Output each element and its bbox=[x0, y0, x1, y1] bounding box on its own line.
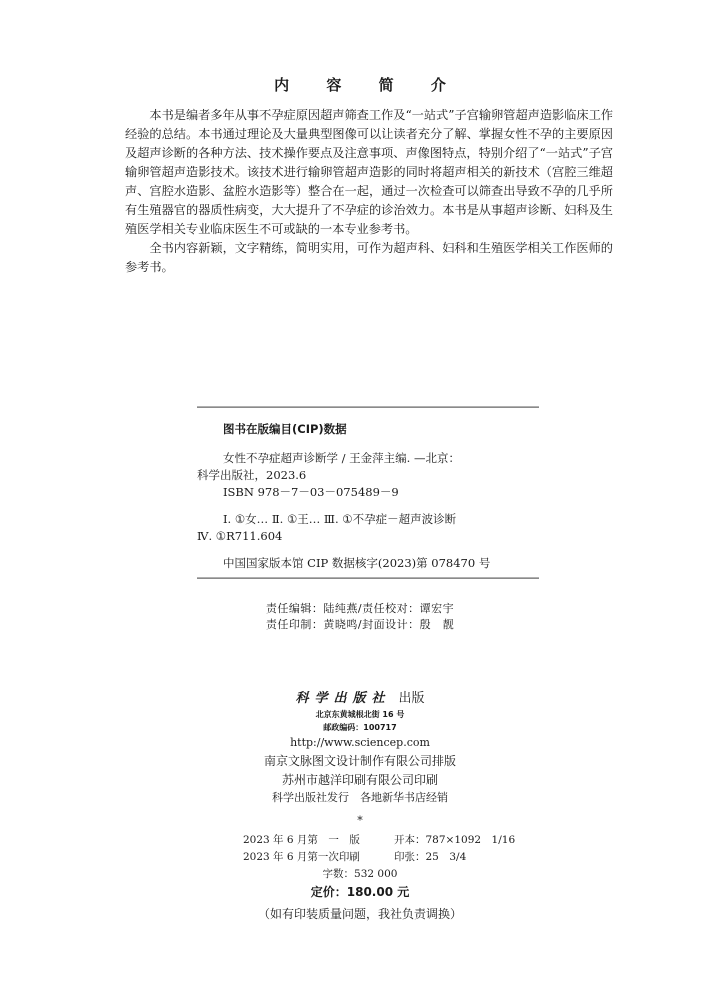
edition-format: 开本：787×1092 1/16 bbox=[394, 834, 516, 846]
cip-entry-line: 女性不孕症超声诊断学 / 王金萍主编. —北京： bbox=[223, 451, 460, 465]
cip-entry bbox=[197, 450, 539, 545]
price: 定价：180.00 元 bbox=[310, 885, 410, 899]
credits bbox=[0, 601, 720, 633]
cip-isbn: ISBN 978－7－03－075489－9 bbox=[223, 485, 399, 499]
cip-classification: Ⅰ. ①女… Ⅱ. ①王… Ⅲ. ①不孕症－超声波诊断 bbox=[223, 512, 457, 526]
publisher-block bbox=[0, 690, 720, 751]
summary-paragraph: 本书是编者多年从事不孕症原因超声筛查工作及“一站式”子宫输卵管超声造影临床工作经验的总结。本书通过理论及大量典型图像可以让读者充分了解、掌握女性不孕的主要原因及超声诊断的各种方法、技术操作要点及注意事项、声像图特点，特别介绍了“一站式”子宫输卵管超声造影技术。该技术进行输卵管超声造影的同时将超声相关的新技术（宫腔三维超声、宫腔水造影、盆腔水造影等）整合在一起，通过一次检查可以筛查出导致不孕的几乎所有生殖器官的器质性病变，大大提升了不孕症的诊治效力。本书是从事超声诊断、妇科及生殖医学相关专业临床医生不可或缺的一本专业参考书。 bbox=[125, 108, 613, 236]
publisher-postcode: 邮政编码：100717 bbox=[323, 723, 397, 732]
summary-title: 内 容 简 介 bbox=[274, 76, 462, 94]
edition-row bbox=[243, 849, 515, 866]
printing-line: 苏州市越洋印刷有限公司印刷 bbox=[281, 773, 438, 787]
cip-classification: Ⅳ. ①R711.604 bbox=[197, 529, 283, 543]
top-rule bbox=[197, 406, 539, 408]
cip-heading: 图书在版编目(CIP)数据 bbox=[223, 422, 347, 436]
quality-notice: （如有印装质量问题，我社负责调换） bbox=[257, 907, 462, 921]
credits-line: 责任编辑：陆纯燕/责任校对：谭宏宇 bbox=[265, 602, 455, 615]
edition-row bbox=[243, 832, 515, 849]
credits-line: 责任印制：黄晓鸣/封面设计：殷 靓 bbox=[265, 618, 455, 631]
distribution-line: 科学出版社发行 各地新华书店经销 bbox=[272, 791, 448, 804]
cip-entry-line: 科学出版社，2023.6 bbox=[197, 468, 307, 482]
summary-paragraph: 全书内容新颖，文字精练，简明实用，可作为超声科、妇科和生殖医学相关工作医师的参考书。 bbox=[125, 241, 613, 274]
cip-number: 中国国家版本馆 CIP 数据核字(2023)第 078470 号 bbox=[223, 556, 491, 570]
publisher-logo: 科学出版社 bbox=[295, 691, 391, 706]
summary-text bbox=[125, 106, 613, 277]
publisher-address: 北京东黄城根北街 16 号 bbox=[315, 710, 405, 719]
publisher-suffix: 出版 bbox=[398, 691, 425, 706]
publisher-url: http://www.sciencep.com bbox=[290, 736, 430, 749]
separator-star: * bbox=[357, 814, 363, 827]
publisher-line bbox=[0, 690, 720, 708]
edition-block bbox=[243, 832, 515, 866]
edition-date: 2023 年 6 月第 一 版 bbox=[243, 834, 360, 846]
printers-block bbox=[0, 752, 720, 806]
cip-block bbox=[197, 406, 539, 579]
typesetting-line: 南京文脉图文设计制作有限公司排版 bbox=[263, 754, 456, 768]
edition-printing: 2023 年 6 月第一次印刷 bbox=[243, 851, 360, 863]
bottom-rule bbox=[197, 577, 539, 579]
word-count: 字数：532 000 bbox=[322, 868, 398, 880]
edition-sheets: 印张：25 3/4 bbox=[394, 851, 467, 863]
